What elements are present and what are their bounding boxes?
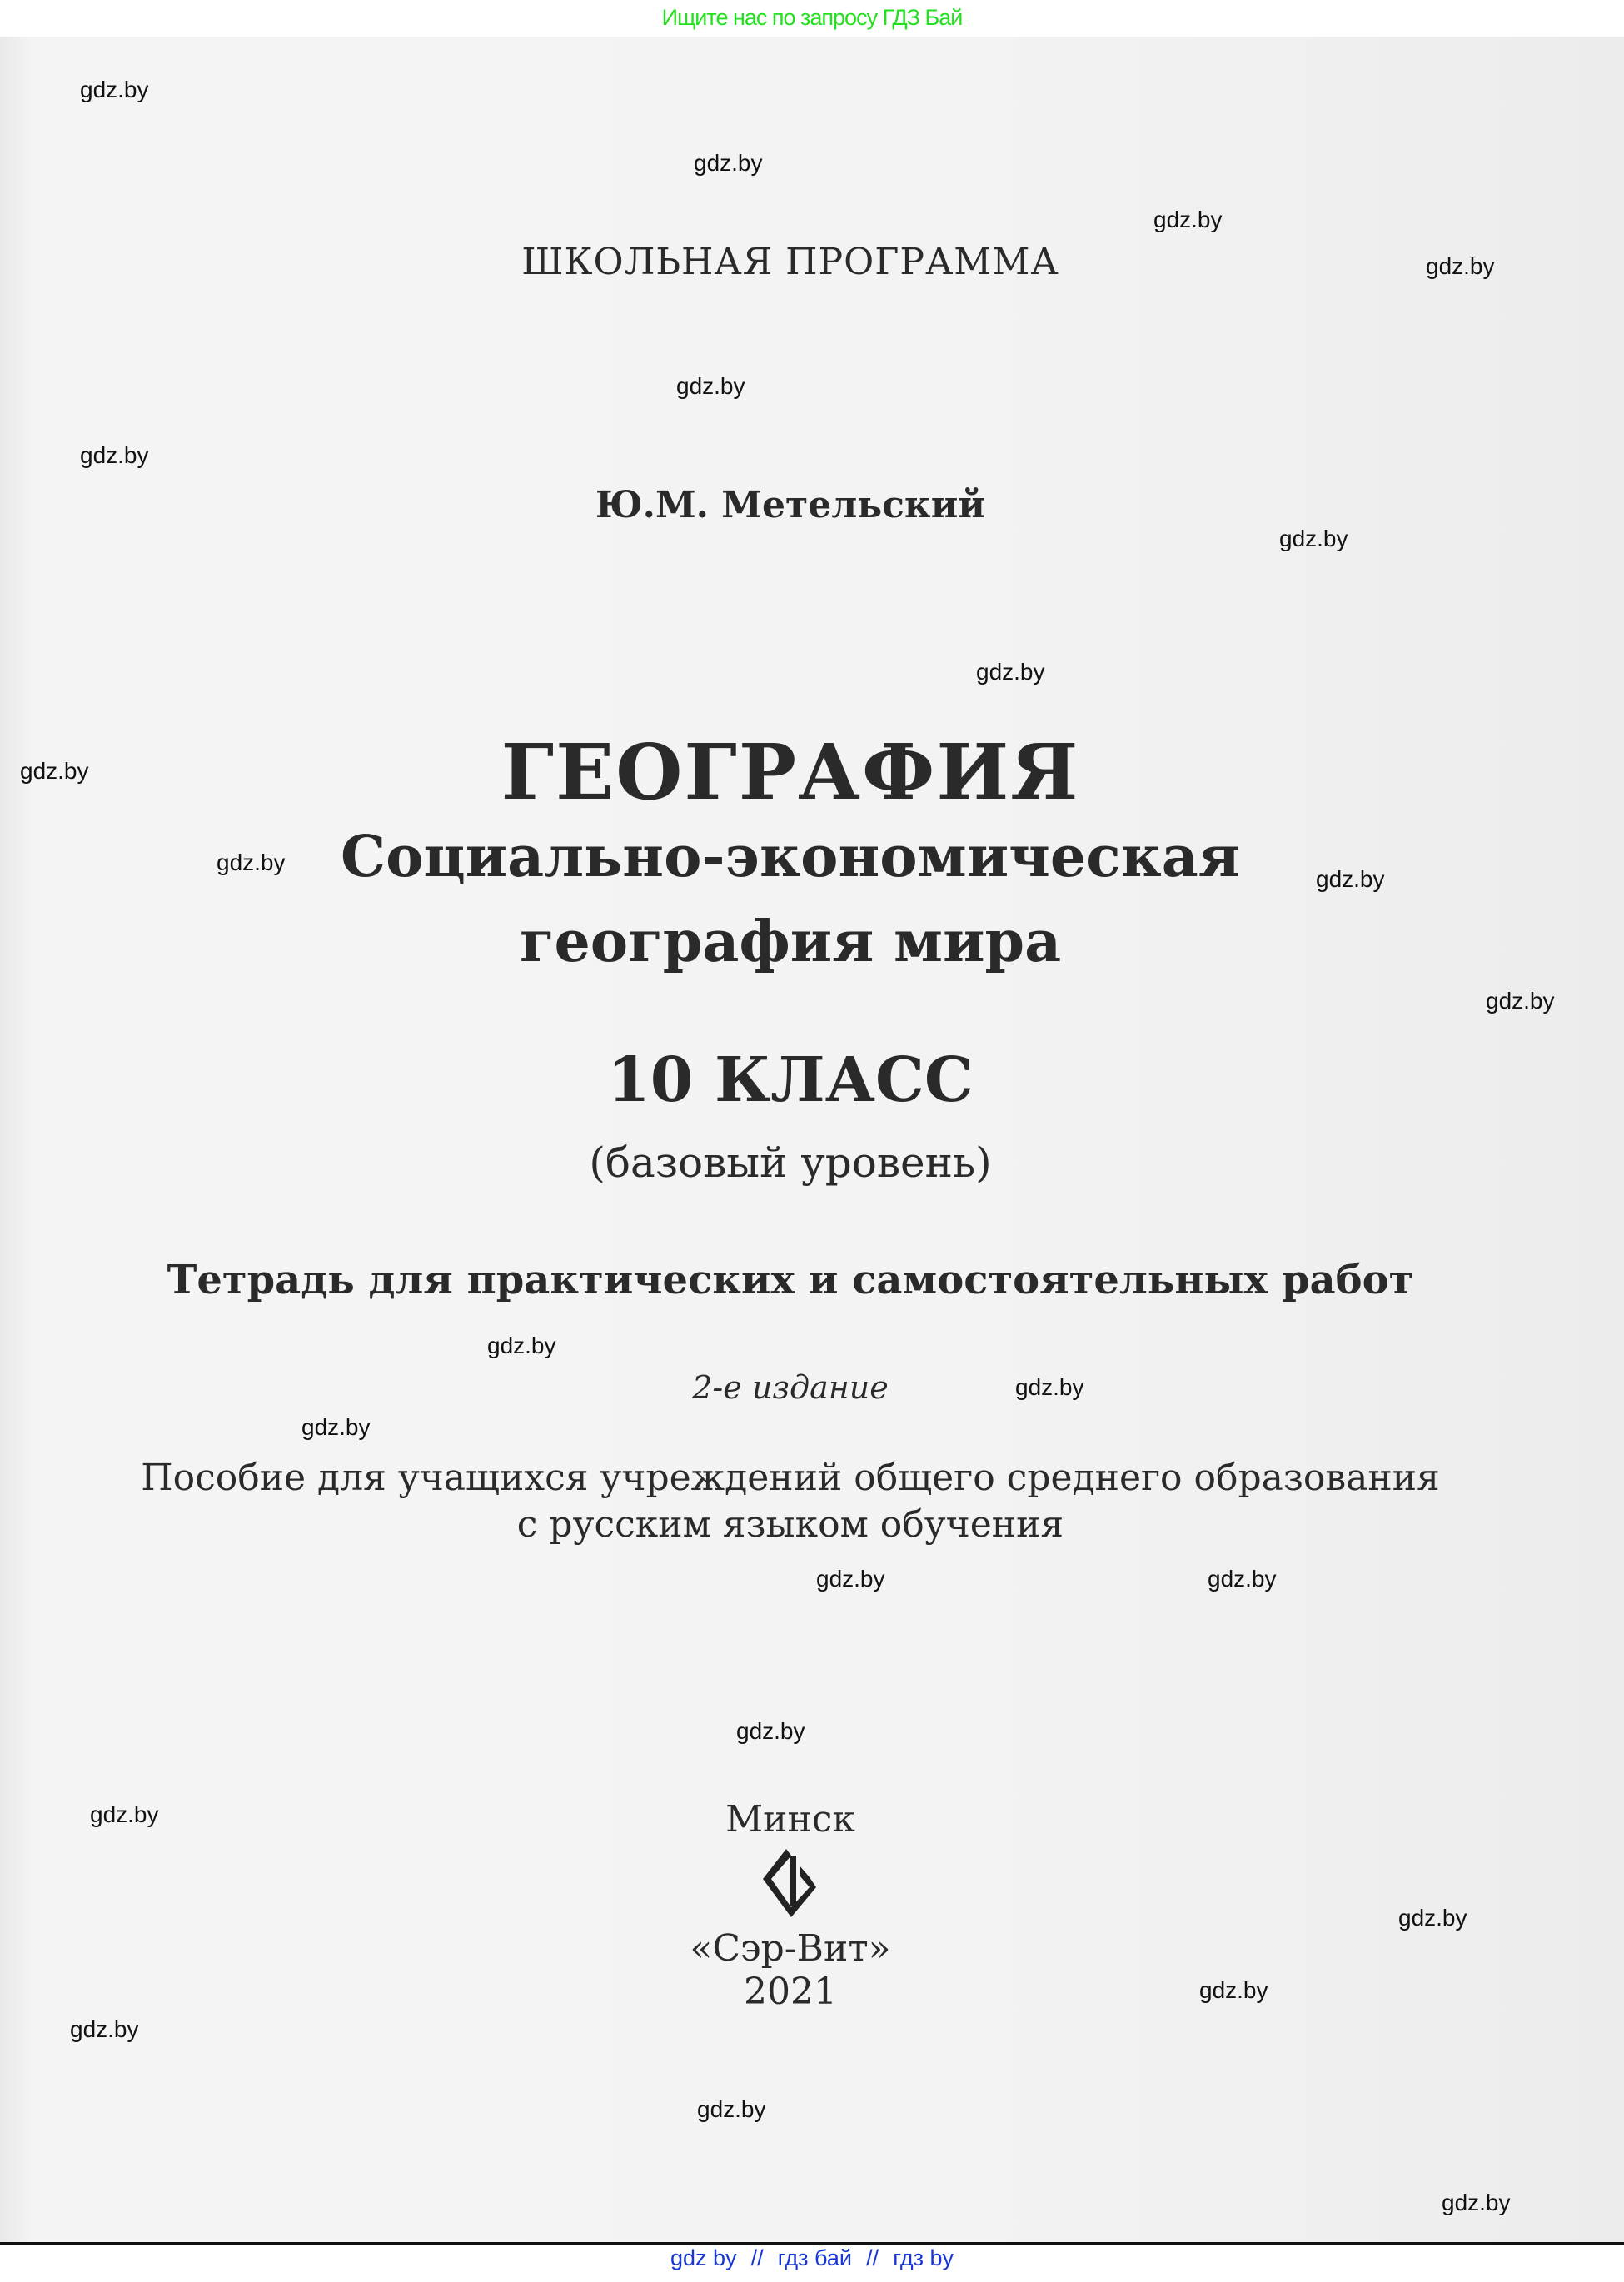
watermark: gdz.by (301, 1414, 371, 1440)
author: Ю.М. Метельский (595, 484, 985, 526)
watermark: gdz.by (20, 758, 89, 784)
banner-link[interactable]: Ищите нас по запросу ГДЗ Бай (661, 5, 963, 30)
watermark: gdz.by (90, 1801, 159, 1827)
book-title: ГЕОГРАФИЯ (501, 727, 1080, 817)
subtitle-line-2: география мира (519, 909, 1062, 975)
watermark: gdz.by (1316, 866, 1385, 892)
city: Минск (725, 1798, 855, 1841)
watermark: gdz.by (736, 1718, 805, 1744)
audience-line-2: с русским языком обучения (516, 1503, 1064, 1546)
year: 2021 (744, 1971, 837, 2013)
footer-link-2[interactable]: гдз бай (777, 2245, 852, 2270)
separator: // (750, 2245, 764, 2270)
watermark: gdz.by (217, 850, 286, 875)
watermark: gdz.by (816, 1566, 885, 1592)
watermark: gdz.by (80, 442, 149, 468)
watermark: gdz.by (70, 2016, 139, 2042)
watermark: gdz.by (697, 2096, 766, 2122)
separator: // (866, 2245, 879, 2270)
watermark: gdz.by (1199, 1977, 1268, 2003)
footer-link-1[interactable]: gdz by (670, 2245, 737, 2270)
watermark: gdz.by (1208, 1566, 1277, 1592)
watermark: gdz.by (694, 150, 763, 176)
watermark: gdz.by (1486, 988, 1555, 1014)
audience-line-1: Пособие для учащихся учреждений общего среднего образования (141, 1457, 1440, 1499)
watermark: gdz.by (80, 77, 149, 102)
publisher: «Сэр-Вит» (690, 1927, 891, 1970)
watermark: gdz.by (1015, 1374, 1084, 1400)
book-type: Тетрадь для практических и самостоятельных работ (167, 1257, 1414, 1303)
level: (базовый уровень) (589, 1139, 992, 1187)
watermark: gdz.by (976, 659, 1045, 685)
grade: 10 КЛАСС (607, 1044, 974, 1116)
footer-links (0, 2245, 1624, 2271)
edition: 2-е издание (692, 1369, 889, 1406)
series-name: ШКОЛЬНАЯ ПРОГРАММА (521, 241, 1059, 283)
watermark: gdz.by (1398, 1905, 1467, 1931)
watermark: gdz.by (1442, 2190, 1511, 2215)
publisher-logo-icon (761, 1847, 819, 1918)
footer-link-3[interactable]: гдз by (893, 2245, 954, 2270)
top-banner (0, 0, 1624, 37)
subtitle-line-1: Социально-экономическая (341, 824, 1240, 890)
watermark: gdz.by (1426, 253, 1495, 279)
watermark: gdz.by (1153, 207, 1223, 232)
watermark: gdz.by (487, 1333, 556, 1358)
watermark: gdz.by (676, 373, 745, 399)
watermark: gdz.by (1279, 526, 1348, 551)
